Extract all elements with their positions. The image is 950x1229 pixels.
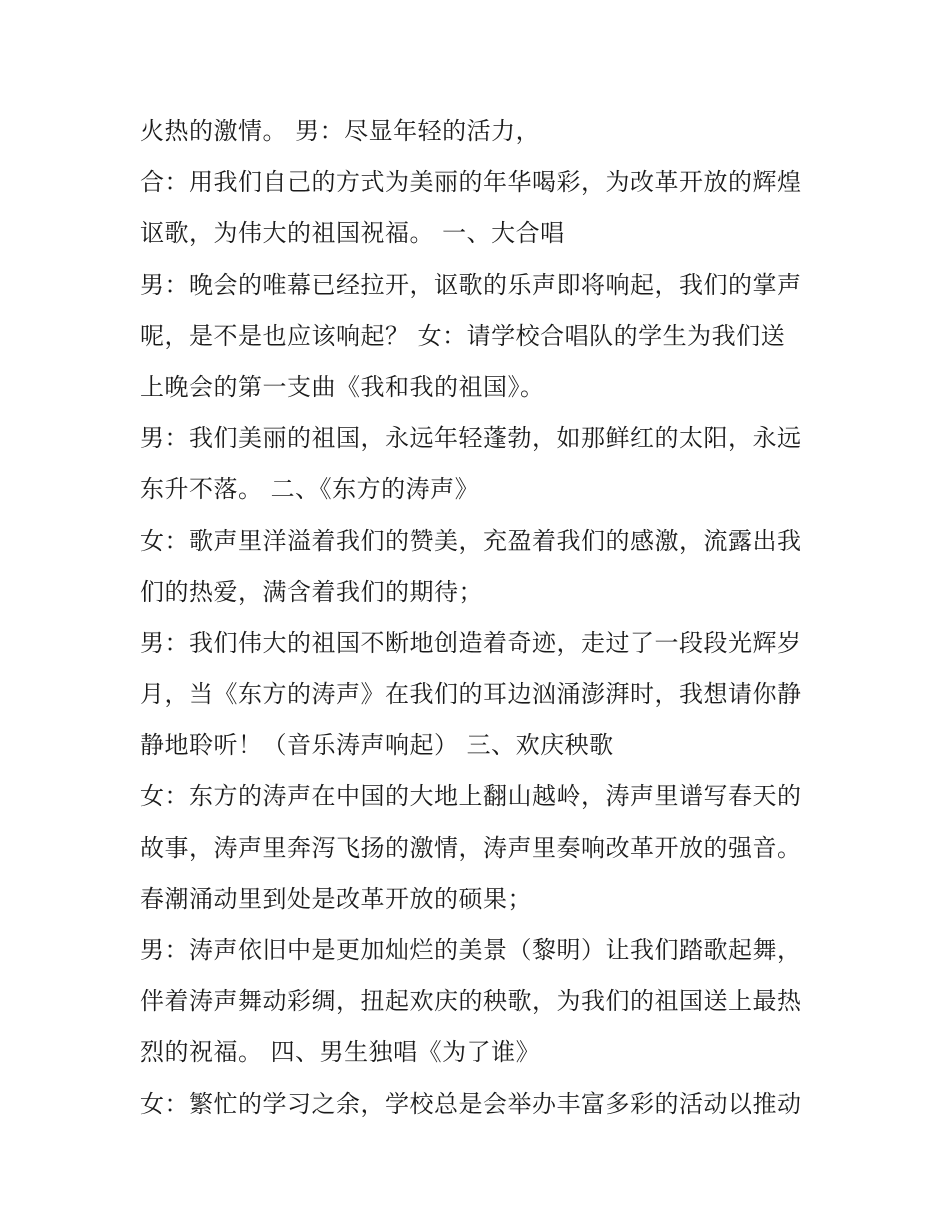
text-line: 上晚会的第一支曲《我和我的祖国》。 xyxy=(140,372,545,401)
text-line: 合：用我们自己的方式为美丽的年华喝彩，为改革开放的辉煌 xyxy=(140,168,802,197)
text-line: 月，当《东方的涛声》在我们的耳边汹涌澎湃时，我想请你静 xyxy=(140,680,802,709)
text-line: 女：繁忙的学习之余，学校总是会举办丰富多彩的活动以推动 xyxy=(140,1089,802,1118)
text-line: 东升不落。 二、《东方的涛声》 xyxy=(140,475,480,504)
text-line: 男：涛声依旧中是更加灿烂的美景（黎明）让我们踏歌起舞， xyxy=(140,936,802,964)
text-line: 静地聆听！（音乐涛声响起） 三、欢庆秧歌 xyxy=(140,731,614,760)
text-line: 讴歌，为伟大的祖国祝福。 一、大合唱 xyxy=(140,219,565,248)
text-line: 火热的激情。 男：尽显年轻的活力， xyxy=(140,117,541,145)
script-text-body xyxy=(140,106,830,1130)
text-line: 男：晚会的唯幕已经拉开，讴歌的乐声即将响起，我们的掌声 xyxy=(140,270,802,299)
text-line: 男：我们美丽的祖国，永远年轻蓬勃，如那鲜红的太阳，永远 xyxy=(140,424,802,453)
text-line: 呢，是不是也应该响起？ 女：请学校合唱队的学生为我们送 xyxy=(140,321,786,350)
text-line: 男：我们伟大的祖国不断地创造着奇迹，走过了一段段光辉岁 xyxy=(140,628,802,657)
text-line: 女：东方的涛声在中国的大地上翻山越岭，涛声里谱写春天的 xyxy=(140,782,802,811)
text-line: 伴着涛声舞动彩绸，扭起欢庆的秧歌，为我们的祖国送上最热 xyxy=(140,987,802,1016)
text-line: 故事，涛声里奔泻飞扬的激情，涛声里奏响改革开放的强音。 xyxy=(140,833,802,862)
text-line: 女：歌声里洋溢着我们的赞美，充盈着我们的感激，流露出我 xyxy=(140,526,802,555)
text-line: 们的热爱，满含着我们的期待； xyxy=(140,577,483,606)
text-line: 烈的祝福。 四、男生独唱《为了谁》 xyxy=(140,1038,541,1067)
text-line: 春潮涌动里到处是改革开放的硕果； xyxy=(140,884,532,913)
